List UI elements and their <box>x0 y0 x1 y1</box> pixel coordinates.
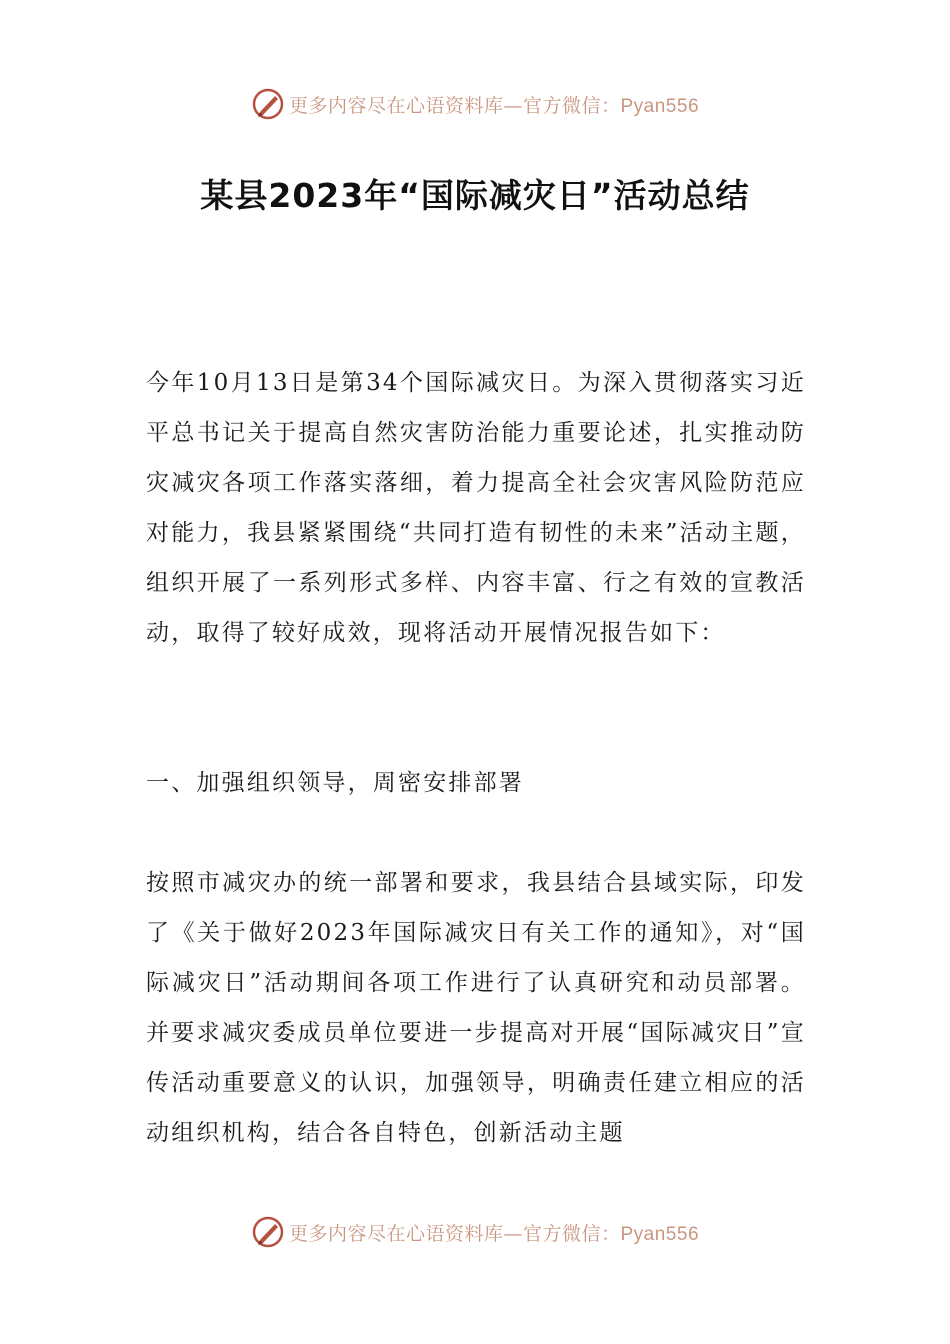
document-title: 某县2023年“国际减灾日”活动总结 <box>200 176 750 215</box>
intro-paragraph <box>146 358 806 658</box>
section-heading-text: 一、加强组织领导，周密安排部署 <box>146 770 524 796</box>
watermark-text <box>289 1219 699 1246</box>
intro-paragraph-text: 今年10月13日是第34个国际减灾日。为深入贯彻落实习近平总书记关于提高自然灾害防治能力重要论述，扎实推动防灾减灾各项工作落实落细，着力提高全社会灾害风险防范应对能力，我县紧紧围绕“共同打造有韧性的未来”活动主题，组织开展了一系列形式多样、内容丰富、行之有效的宣教活动，取得了较好成效，现将活动开展情况报告如下： <box>146 370 806 646</box>
watermark-site-text: 更多内容尽在心语资料库—官方微信： <box>288 1222 621 1245</box>
header-watermark <box>0 84 950 124</box>
pen-logo-icon <box>251 1215 285 1249</box>
section-paragraph-text: 按照市减灾办的统一部署和要求，我县结合县域实际，印发了《关于做好2023年国际减灾日有关工作的通知》，对“国际减灾日”活动期间各项工作进行了认真研究和动员部署。并要求减灾委成员单位要进一步提高对开展“国际减灾日”宣传活动重要意义的认识，加强领导，明确责任建立相应的活动组织机构，结合各自特色，创新活动主题 <box>146 870 806 1146</box>
watermark-wechat-id: Pyan556 <box>620 1223 700 1245</box>
section-heading <box>146 758 806 808</box>
watermark-text <box>289 91 699 118</box>
footer-watermark <box>0 1212 950 1252</box>
watermark-wechat-id: Pyan556 <box>620 95 700 117</box>
watermark-site-text: 更多内容尽在心语资料库—官方微信： <box>288 94 621 117</box>
section-paragraph <box>146 858 806 1158</box>
pen-logo-icon <box>251 87 285 121</box>
